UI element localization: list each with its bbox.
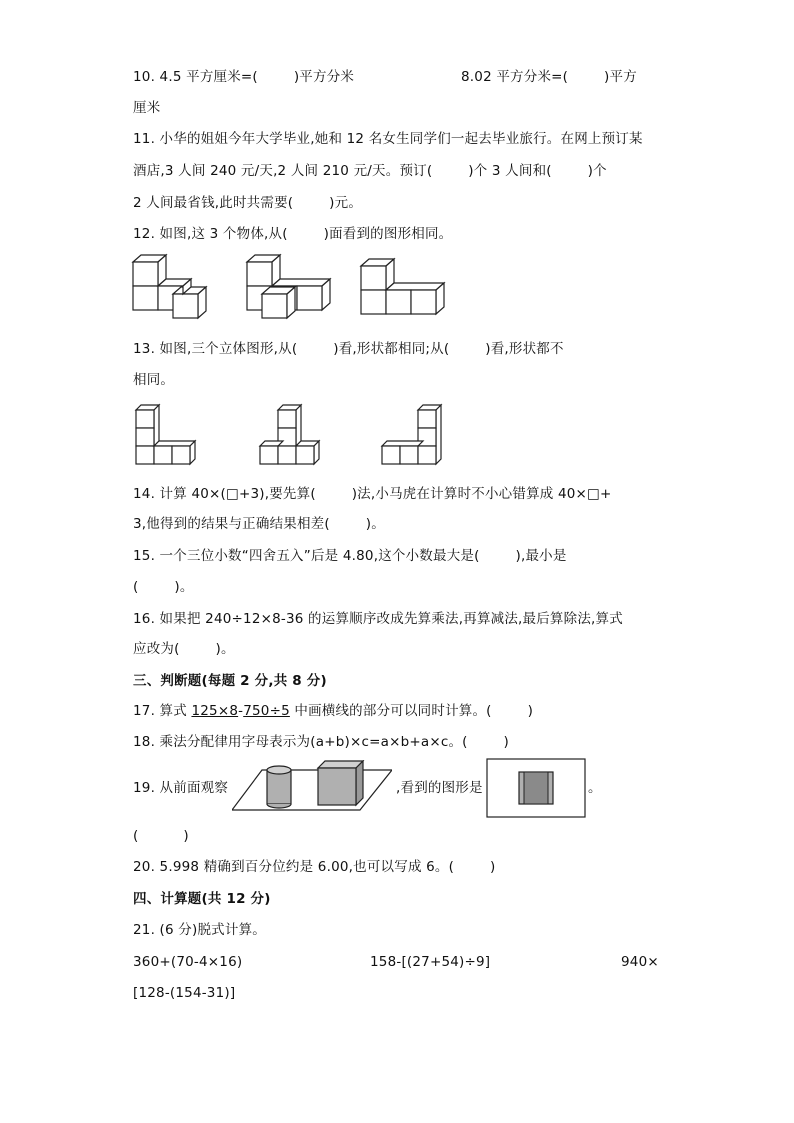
- q19-prefix: 19. 从前面观察: [133, 780, 229, 796]
- section-4-title: 四、计算题(共 12 分): [133, 891, 271, 907]
- q10-line2: 厘米: [133, 100, 161, 116]
- q12-figure-2: [242, 252, 334, 324]
- q13-figure-2: [254, 400, 326, 468]
- q12-figure-3: [356, 252, 456, 318]
- q19-answer-figure: [486, 758, 586, 818]
- q19-solids-figure: [232, 760, 392, 822]
- q14-line1: 14. 计算 40×(□+3),要先算( )法,小马虎在计算时不小心错算成 40×□+: [133, 486, 612, 502]
- q15-line1: 15. 一个三位小数“四舍五入”后是 4.80,这个小数最大是( ),最小是: [133, 548, 567, 564]
- q17-suffix: 中画横线的部分可以同时计算。( ): [289, 703, 534, 719]
- q21-expr3a: 940×: [621, 954, 659, 970]
- q13-line2: 相同。: [133, 372, 175, 388]
- q14-line2: 3,他得到的结果与正确结果相差( )。: [133, 516, 385, 532]
- q17-mid: -: [238, 703, 244, 719]
- q17-prefix: 17. 算式: [133, 703, 192, 719]
- q10-line1a: 10. 4.5 平方厘米=( )平方分米: [133, 69, 355, 85]
- q12-line1: 12. 如图,这 3 个物体,从( )面看到的图形相同。: [133, 226, 453, 242]
- q12-figure-1: [128, 252, 218, 324]
- q19-end: 。: [588, 780, 602, 796]
- q15-line2: ( )。: [133, 579, 194, 595]
- q11-line1: 11. 小华的姐姐今年大学毕业,她和 12 名女生同学们一起去毕业旅行。在网上预订某: [133, 131, 643, 147]
- q20-line1: 20. 5.998 精确到百分位约是 6.00,也可以写成 6。( ): [133, 859, 496, 875]
- q13-figure-3: [376, 400, 448, 468]
- q19-line2: ( ): [133, 828, 189, 844]
- q13-line1: 13. 如图,三个立体图形,从( )看,形状都相同;从( )看,形状都不: [133, 341, 564, 357]
- q11-line3: 2 人间最省钱,此时共需要( )元。: [133, 195, 363, 211]
- q21-expr3b: [128-(154-31)]: [133, 985, 236, 1001]
- q21-expr1: 360+(70-4×16): [133, 954, 243, 970]
- q18-line1: 18. 乘法分配律用字母表示为(a+b)×c=a×b+a×c。( ): [133, 734, 510, 750]
- q16-line1: 16. 如果把 240÷12×8-36 的运算顺序改成先算乘法,再算减法,最后算除法,算式: [133, 611, 623, 627]
- q16-line2: 应改为( )。: [133, 641, 235, 657]
- q19-middle: ,看到的图形是: [396, 780, 483, 796]
- q17-line: [133, 702, 533, 720]
- q10-line1b: 8.02 平方分米=( )平方: [461, 69, 637, 85]
- q11-line2: 酒店,3 人间 240 元/天,2 人间 210 元/天。预订( )个 3 人间和( )个: [133, 163, 607, 179]
- q17-underlined-1: 125×8: [191, 703, 239, 719]
- q17-underlined-2: 750÷5: [243, 703, 290, 719]
- q21-line1: 21. (6 分)脱式计算。: [133, 922, 266, 938]
- section-3-title: 三、判断题(每题 2 分,共 8 分): [133, 673, 327, 689]
- q13-figure-1: [130, 400, 202, 468]
- q21-expr2: 158-[(27+54)÷9]: [370, 954, 491, 970]
